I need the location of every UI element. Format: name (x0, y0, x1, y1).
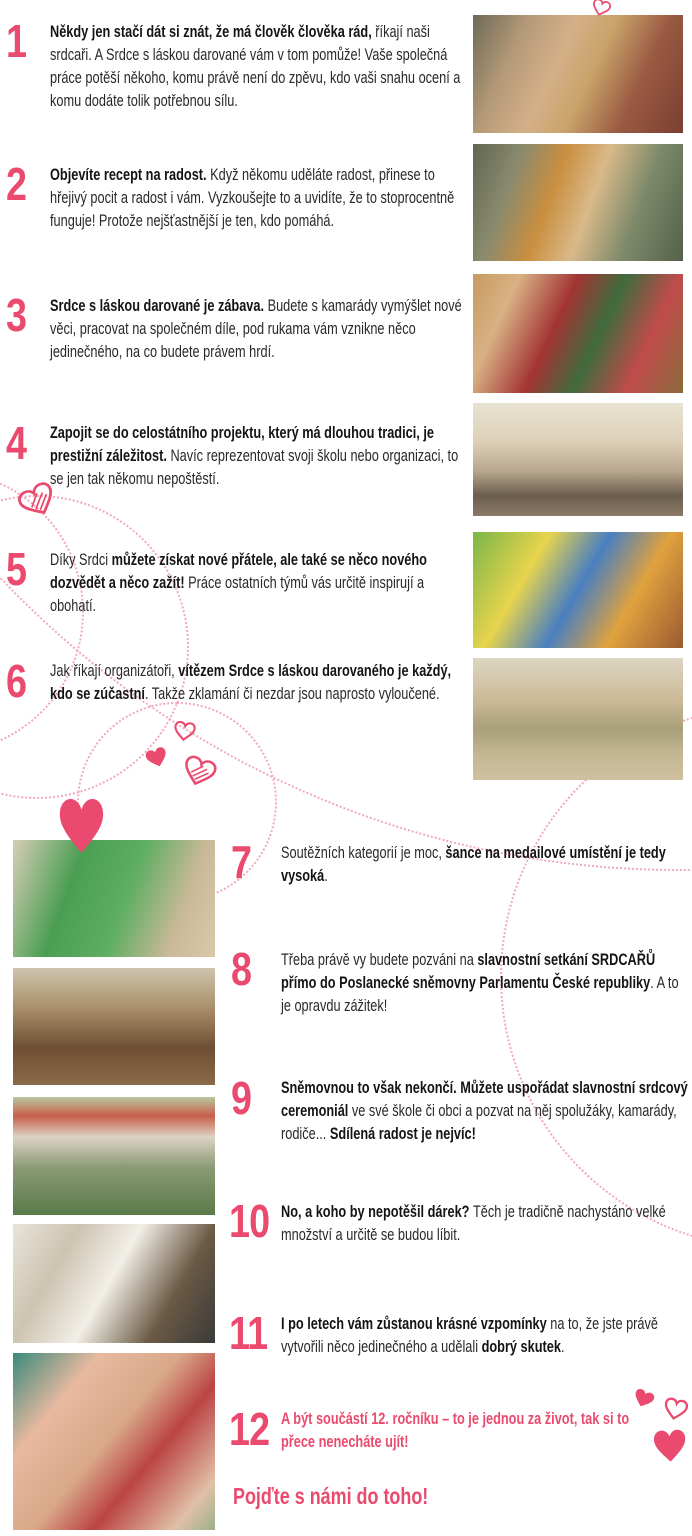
photo-parliament-audience (13, 968, 215, 1085)
heart-icon (652, 1428, 688, 1465)
reason-3-number: 3 (6, 289, 27, 341)
reason-7-number: 7 (231, 836, 252, 888)
reason-12-text: A být součástí 12. ročníku – to je jednou za život, tak si to přece nenecháte ujít! (281, 1409, 630, 1451)
photo-medal-kids (13, 840, 215, 957)
photo-outdoor-crowd (13, 1097, 215, 1215)
reason-5-number: 5 (6, 543, 27, 595)
heart-icon (630, 1387, 656, 1412)
reason-5-text: Díky Srdci můžete získat nové přátele, ale také se něco nového dozvědět a něco zažít! Práce ostatních týmů vás určitě inspirují a obohatí. (50, 550, 427, 615)
heart-icon (173, 721, 196, 743)
reason-3-text: Srdce s láskou darované je zábava. Budete s kamarády vymýšlet nové věci, pracovat na společném díle, pod rukama vám vznikne něco jedinečného, na co budete právem hrdí. (50, 296, 462, 361)
photo-gnome-crafts (473, 274, 683, 393)
reason-2-number: 2 (6, 158, 27, 210)
reason-8-text: Třeba právě vy budete pozváni na slavnostní setkání SRDCAŘŮ přímo do Poslanecké sněmovny Parlamentu České republiky. A to je opravdu zážitek! (281, 950, 679, 1015)
photo-gift-bags (13, 1224, 215, 1343)
reason-9-text: Sněmovnou to však nekončí. Můžete uspořádat slavnostní srdcový ceremoniál ve své škole či obci a pozvat na něj spolužáky, kamarády, rodiče... Sdílená radost je nejvíc! (281, 1078, 688, 1143)
photo-chair-painting (473, 532, 683, 648)
reason-10-text: No, a koho by nepotěšil dárek? Těch je tradičně nachystáno velké množství a určitě se budou líbit. (281, 1202, 666, 1244)
heart-icon (662, 1397, 689, 1422)
photo-stacked-hands (13, 1353, 215, 1530)
reason-4-text: Zapojit se do celostátního projektu, který má dlouhou tradici, je prestižní záležitost. Navíc reprezentovat svoji školu nebo organizaci, to se jen tak někomu nepoštěstí. (50, 423, 459, 488)
heart-icon (143, 745, 170, 771)
reason-10-number: 10 (229, 1195, 270, 1247)
reason-4-number: 4 (6, 417, 27, 469)
reason-12-number: 12 (229, 1403, 270, 1455)
reason-6-number: 6 (6, 655, 27, 707)
reason-11-number: 11 (229, 1307, 268, 1359)
reason-1-number: 1 (6, 15, 27, 67)
reason-2-text: Objevíte recept na radost. Když někomu uděláte radost, přinese to hřejivý pocit a radost i vám. Vyzkoušejte to a uvidíte, že to stoprocentně funguje! Protože nejšťastnější je ten, kdo pomáhá. (50, 165, 455, 230)
reason-11-text: I po letech vám zůstanou krásné vzpomínky na to, že jste právě vytvořili něco jedinečného a udělali dobrý skutek. (281, 1314, 658, 1356)
reason-9-number: 9 (231, 1072, 252, 1124)
reason-7-text: Soutěžních kategorií je moc, šance na medailové umístění je tedy vysoká. (281, 843, 666, 885)
dotted-circle-decoration (0, 495, 189, 799)
photo-elderly-visit (473, 15, 683, 133)
reason-1-text: Někdy jen stačí dát si znát, že má člověk člověka rád, říkají naši srdcaři. A Srdce s láskou darované vám v tom pomůže! Vaše společná práce potěší někoho, komu právě není do zpěvu, kdo vaši snahu ocení a komu dodáte tolik potřebnou sílu. (50, 22, 461, 110)
photo-ceremony-hall (473, 403, 683, 516)
heart-icon (179, 754, 218, 791)
photo-guitar-singing (473, 144, 683, 261)
call-to-action: Pojďte s námi do toho! (233, 1483, 429, 1509)
photo-classroom-kids (473, 658, 683, 780)
reason-6-text: Jak říkají organizátoři, vítězem Srdce s láskou darovaného je každý, kdo se zúčastní. Takže zklamání či nezdar jsou naprosto vyloučené. (50, 661, 452, 703)
reason-8-number: 8 (231, 943, 252, 995)
